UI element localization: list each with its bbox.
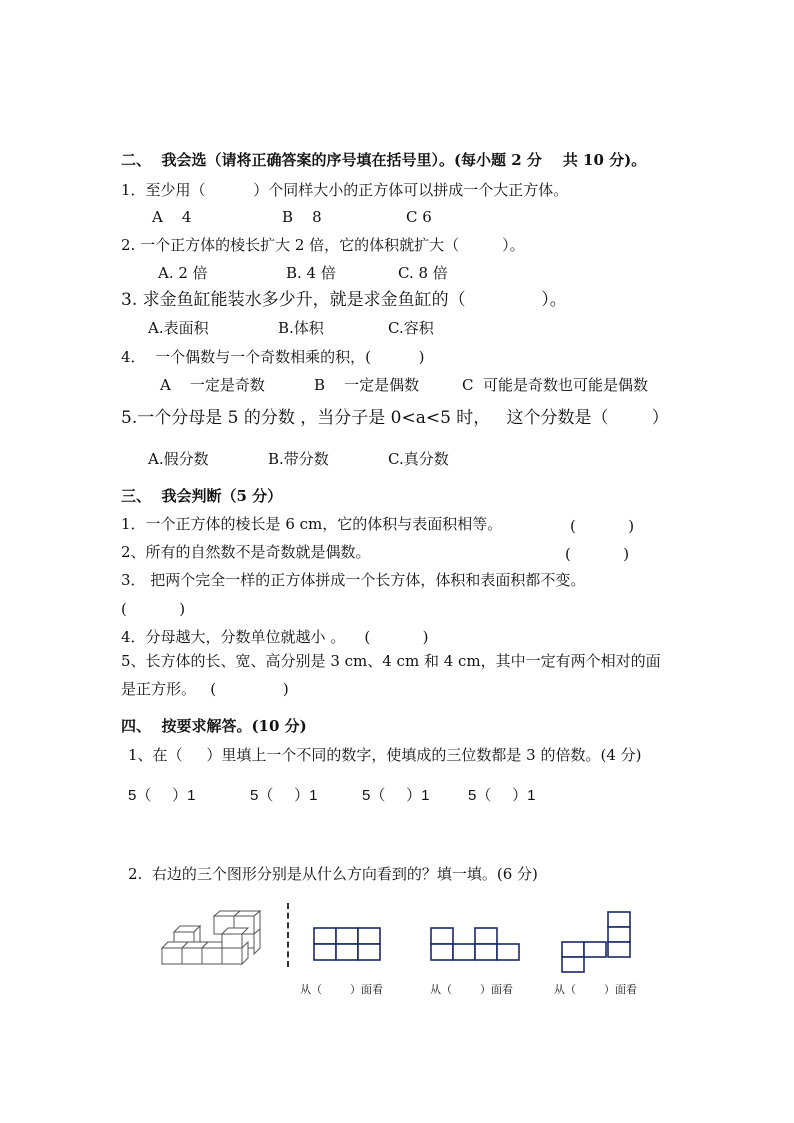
judge-2-answer-paren[interactable]: ( ) <box>565 545 630 563</box>
q4-option-b: B 一定是偶数 <box>314 376 420 394</box>
q2-option-b: B. 4 倍 <box>286 264 336 282</box>
problem-1-text: 1、在（ ）里填上一个不同的数字，使填成的三位数都是 3 的倍数。(4 分) <box>128 746 642 764</box>
cube-stack-figure <box>158 910 268 966</box>
q5-option-c: C.真分数 <box>388 450 449 468</box>
blank-number-4[interactable]: 5（ ）1 <box>468 787 536 804</box>
view-figure-3 <box>561 911 635 975</box>
q5-option-b: B.带分数 <box>268 450 329 468</box>
blank-number-1[interactable]: 5（ ）1 <box>128 787 196 804</box>
q4-text: 4． 一个偶数与一个奇数相乘的积，( ) <box>121 348 425 366</box>
q2-option-a: A. 2 倍 <box>158 264 208 282</box>
section2-title: 二、 我会选（请将正确答案的序号填在括号里）。(每小题 2 分 共 10 分)。 <box>121 151 647 169</box>
blank-number-2[interactable]: 5（ ）1 <box>250 787 318 804</box>
view-1-caption[interactable]: 从（ ）面看 <box>300 983 383 996</box>
q2-text: 2. 一个正方体的棱长扩大 2 倍，它的体积就扩大（ ）。 <box>121 236 525 254</box>
q3-option-a: A.表面积 <box>148 319 209 337</box>
q2-option-c: C. 8 倍 <box>398 264 448 282</box>
q1-option-b: B 8 <box>282 208 322 226</box>
judge-3-text: 3． 把两个完全一样的正方体拼成一个长方体，体积和表面积都不变。 <box>121 571 586 589</box>
q1-option-a: A 4 <box>152 208 192 226</box>
q1-text: 1．至少用（ ）个同样大小的正方体可以拼成一个大正方体。 <box>121 181 569 199</box>
blank-number-3[interactable]: 5（ ）1 <box>362 787 430 804</box>
section3-title: 三、 我会判断（5 分） <box>121 487 283 505</box>
q5-text: 5.一个分母是 5 的分数 ，当分子是 0<a<5 时， 这个分数是（ ） <box>121 408 669 428</box>
divider-dashed-line <box>287 903 289 967</box>
judge-2-text: 2、所有的自然数不是奇数就是偶数。 <box>121 543 371 561</box>
judge-1-text: 1．一个正方体的棱长是 6 cm，它的体积与表面积相等。 <box>121 515 503 533</box>
problem-2-text: 2. 右边的三个图形分别是从什么方向看到的？填一填。(6 分) <box>128 865 538 883</box>
judge-5-text-line1: 5、长方体的长、宽、高分别是 3 cm、4 cm 和 4 cm，其中一定有两个相对的面 <box>121 652 661 670</box>
view-3-caption[interactable]: 从（ ）面看 <box>554 983 637 996</box>
judge-5-text-line2: 是正方形。 ( ) <box>121 680 289 698</box>
q4-option-a: A 一定是奇数 <box>160 376 265 394</box>
view-2-caption[interactable]: 从（ ）面看 <box>430 983 513 996</box>
section4-title: 四、 按要求解答。(10 分) <box>121 717 307 735</box>
q4-option-c: C 可能是奇数也可能是偶数 <box>462 376 649 394</box>
view-figure-2 <box>430 927 524 961</box>
q5-option-a: A.假分数 <box>148 450 209 468</box>
judge-3-answer-paren[interactable]: ( ) <box>121 600 186 618</box>
judge-4-text: 4．分母越大，分数单位就越小 。 ( ) <box>121 628 429 646</box>
q1-option-c: C 6 <box>406 208 432 226</box>
q3-option-c: C.容积 <box>388 319 434 337</box>
judge-1-answer-paren[interactable]: ( ) <box>570 517 635 535</box>
q3-text: 3. 求金鱼缸能装水多少升，就是求金鱼缸的（ ）。 <box>121 290 567 310</box>
view-figure-1 <box>313 927 385 961</box>
q3-option-b: B.体积 <box>278 319 324 337</box>
